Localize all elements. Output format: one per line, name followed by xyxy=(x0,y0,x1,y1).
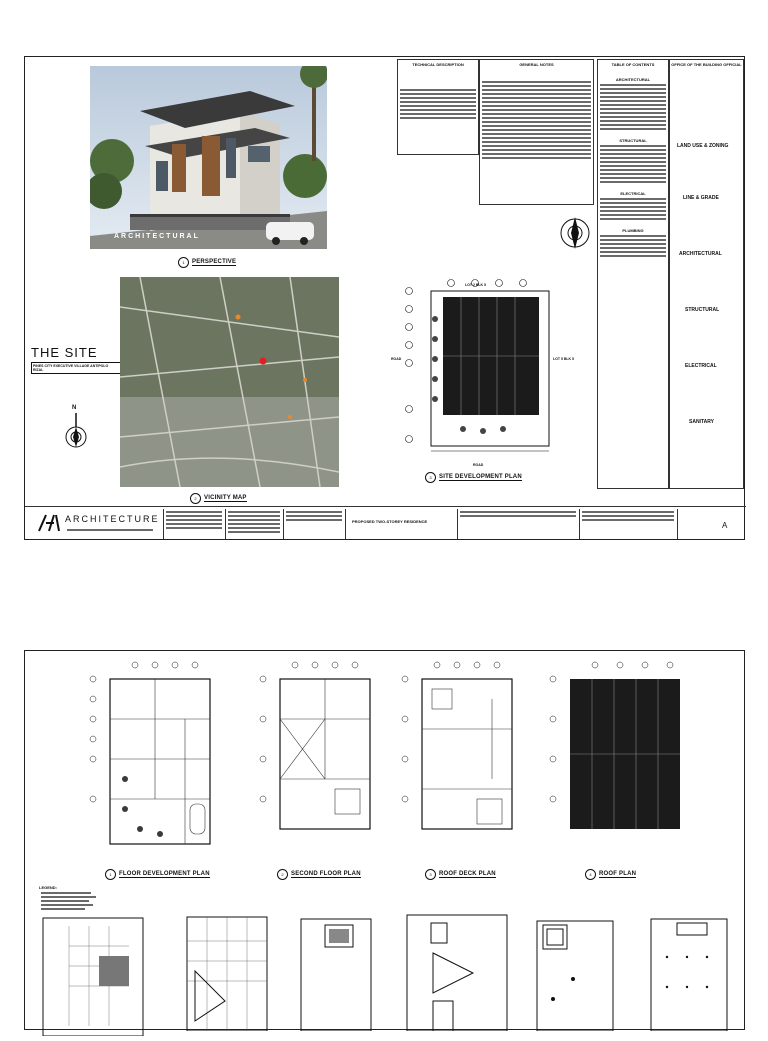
legend-block xyxy=(39,885,109,912)
site-dev-caption: SITE DEVELOPMENT PLAN xyxy=(439,474,522,480)
toc-section: ARCHITECTURAL xyxy=(615,77,651,82)
compass-icon xyxy=(61,405,91,451)
plan-caption: SECOND FLOOR PLAN xyxy=(291,871,361,877)
general-notes-header: GENERAL NOTES xyxy=(519,62,554,67)
compass-icon xyxy=(555,213,595,253)
table-of-contents xyxy=(597,59,669,489)
lot-top-label: LOT 2 BLK 5 xyxy=(465,283,487,287)
approval-electrical: ELECTRICAL xyxy=(685,363,717,369)
perspective-caption-group xyxy=(178,257,236,268)
plan-caption-group xyxy=(585,869,636,880)
site-location: PINES CITY EXECUTIVE VILLAGE ANTIPOLO RIZAL xyxy=(31,362,121,374)
brand-watermark: ARCHITECTURAL xyxy=(114,233,200,240)
floor-development-plan xyxy=(85,659,235,859)
north-arrow xyxy=(61,405,91,451)
ceiling-plan-6 xyxy=(647,917,737,1031)
detail-bubble: 4 xyxy=(585,869,596,880)
approval-architectural: ARCHITECTURAL xyxy=(679,251,722,257)
project-title: PROPOSED TWO-STOREY RESIDENCE xyxy=(352,519,428,524)
title-block xyxy=(25,506,746,541)
legend-title: LEGEND: xyxy=(39,885,57,890)
firm-logo-icon xyxy=(37,513,61,533)
toc-section: PLUMBING xyxy=(622,228,644,233)
technical-description-header: TECHNICAL DESCRIPTION xyxy=(412,62,464,67)
roof-deck-plan xyxy=(397,659,527,859)
plan-caption-group xyxy=(277,869,361,880)
road-left-label: ROAD xyxy=(391,357,402,361)
drawing-sheet-1 xyxy=(24,56,745,540)
second-floor-plan xyxy=(255,659,385,859)
plan-caption: ROOF DECK PLAN xyxy=(439,871,496,877)
detail-bubble: 3 xyxy=(425,472,436,483)
detail-bubble: 2 xyxy=(190,493,201,504)
technical-description-table xyxy=(397,59,479,155)
approval-structural: STRUCTURAL xyxy=(685,307,720,313)
vicinity-map xyxy=(120,277,339,487)
perspective-caption: PERSPECTIVE xyxy=(192,259,237,265)
lot-right-label: LOT 5 BLK 5 xyxy=(553,357,575,361)
vicinity-caption: VICINITY MAP xyxy=(204,495,247,501)
building-official-header: OFFICE OF THE BUILDING OFFICIAL xyxy=(671,62,742,67)
site-dev-caption-group xyxy=(425,472,522,483)
firm-name: ARCHITECTURE xyxy=(65,514,160,524)
ceiling-plan-2 xyxy=(175,901,285,1031)
site-development-plan xyxy=(403,279,563,459)
ceiling-plan-3 xyxy=(295,917,385,1031)
roof-plan xyxy=(545,659,695,859)
approval-sanitary: SANITARY xyxy=(689,419,714,425)
general-notes-table xyxy=(479,59,594,205)
plan-caption: FLOOR DEVELOPMENT PLAN xyxy=(119,871,210,877)
ceiling-plan-4 xyxy=(403,913,513,1031)
ceiling-plan-1 xyxy=(39,916,149,1036)
plan-caption-group xyxy=(425,869,496,880)
detail-bubble: 1 xyxy=(178,257,189,268)
sheet-number: A xyxy=(722,521,728,530)
road-bottom-label: ROAD xyxy=(473,463,484,467)
vicinity-caption-group xyxy=(190,493,247,504)
north-label: N xyxy=(72,405,77,411)
approval-land-use: LAND USE & ZONING xyxy=(677,143,729,149)
plan-caption-group xyxy=(105,869,210,880)
plan-caption: ROOF PLAN xyxy=(599,871,637,877)
toc-section: ELECTRICAL xyxy=(620,191,646,196)
the-site-title: THE SITE xyxy=(31,345,98,360)
detail-bubble: 1 xyxy=(105,869,116,880)
toc-section: STRUCTURAL xyxy=(619,138,647,143)
drawing-sheet-2 xyxy=(24,650,745,1030)
toc-header: TABLE OF CONTENTS xyxy=(611,62,655,67)
perspective-render xyxy=(90,66,327,249)
detail-bubble: 3 xyxy=(425,869,436,880)
detail-bubble: 2 xyxy=(277,869,288,880)
approval-line-grade: LINE & GRADE xyxy=(683,195,719,201)
ceiling-plan-5 xyxy=(533,919,623,1031)
